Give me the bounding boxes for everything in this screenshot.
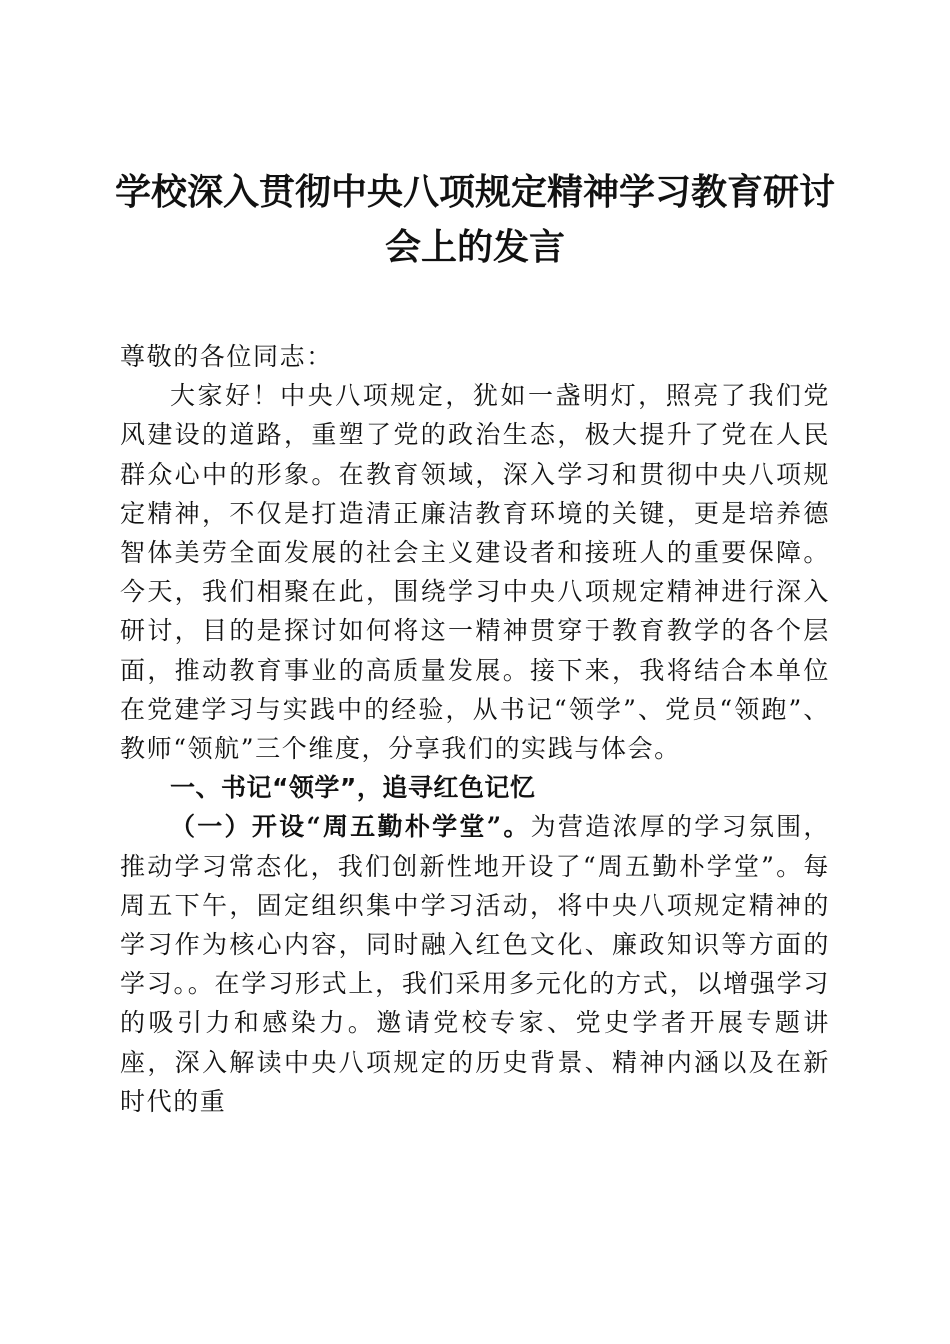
document-title (100, 165, 850, 275)
intro-paragraph: 大家好！中央八项规定，犹如一盏明灯，照亮了我们党风建设的道路，重塑了党的政治生态，极大提升了党在人民群众心中的形象。在教育领域，深入学习和贯彻中央八项规定精神，不仅是打造清正廉洁教育环境的关键，更是培养德智体美劳全面发展的社会主义建设者和接班人的重要保障。今天，我们相聚在此，围绕学习中央八项规定精神进行深入研讨，目的是探讨如何将这一精神贯穿于教育教学的各个层面，推动教育事业的高质量发展。接下来，我将结合本单位在党建学习与实践中的经验，从书记“领学”、党员“领跑”、教师“领航”三个维度，分享我们的实践与体会。 (120, 381, 830, 764)
subsection-heading-1: （一）开设“周五勤朴学堂”。 (170, 812, 531, 842)
title-line-1: 学校深入贯彻中央八项规定精神学习教育研讨 (114, 171, 835, 213)
greeting: 尊敬的各位同志： (120, 342, 333, 371)
title-line-2: 会上的发言 (384, 226, 565, 268)
subsection-paragraph-1 (120, 807, 830, 1121)
subsection-body-1: 为营造浓厚的学习氛围，推动学习常态化，我们创新性地开设了“周五勤朴学堂”。每周五下午，固定组织集中学习活动，将中央八项规定精神的学习作为核心内容，同时融入红色文化、廉政知识等方面的学习。。在学习形式上，我们采用多元化的方式，以增强学习的吸引力和感染力。邀请党校专家、党史学者开展专题讲座，深入解读中央八项规定的历史背景、精神内涵以及在新时代的重 (120, 812, 830, 1116)
document-body (120, 337, 830, 1121)
section-heading-1: 一、书记“领学”，追寻红色记忆 (170, 773, 536, 803)
